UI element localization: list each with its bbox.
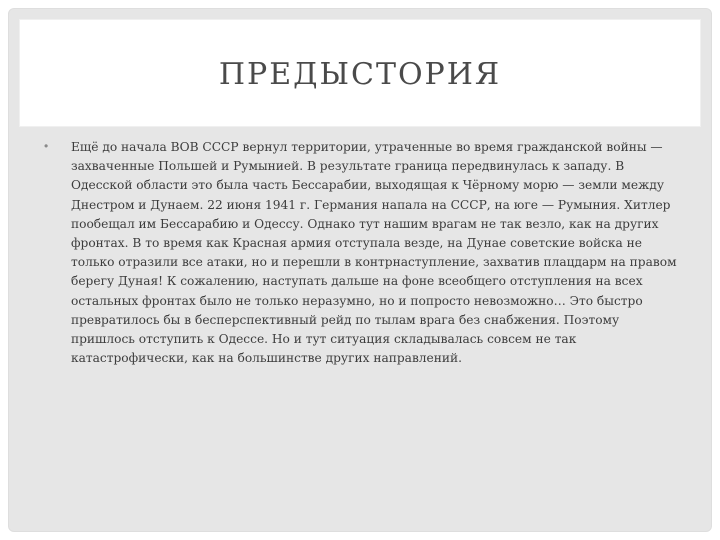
bullet-marker: •: [44, 139, 49, 153]
body-paragraph: Ещё до начала ВОВ СССР вернул территории, утраченные во время гражданской войны — захваченные Польшей и Румынией. В результате граница передвинулась к западу. В Одесской области это была часть Бессарабии, выходящая к Чёрному морю — земли между Днестром и Дунаем. 22 июня 1941 г. Германия напала на СССР, на юге — Румыния. Хитлер пообещал им Бессарабию и Одессу. Однако тут нашим врагам не так везло, как на других фронтах. В то время как Красная армия отступала везде, на Дунае советские войска не только отразили все атаки, но и перешли в контрнаступление, захватив плацдарм на правом берегу Дуная! К сожалению, наступать дальше на фоне всеобщего отступления на всех остальных фронтах было не только неразумно, но и попросто невозможно… Это быстро превратилось бы в бесперспективный рейд по тылам врага без снабжения. Поэтому пришлось отступить к Одессе. Но и тут ситуация складывалась совсем не так катастрофически, как на большинстве других направлений.: [71, 140, 677, 366]
title-box: [20, 20, 700, 126]
body-list: [44, 138, 684, 368]
slide-title: ПРЕДЫСТОРИЯ: [218, 56, 502, 92]
